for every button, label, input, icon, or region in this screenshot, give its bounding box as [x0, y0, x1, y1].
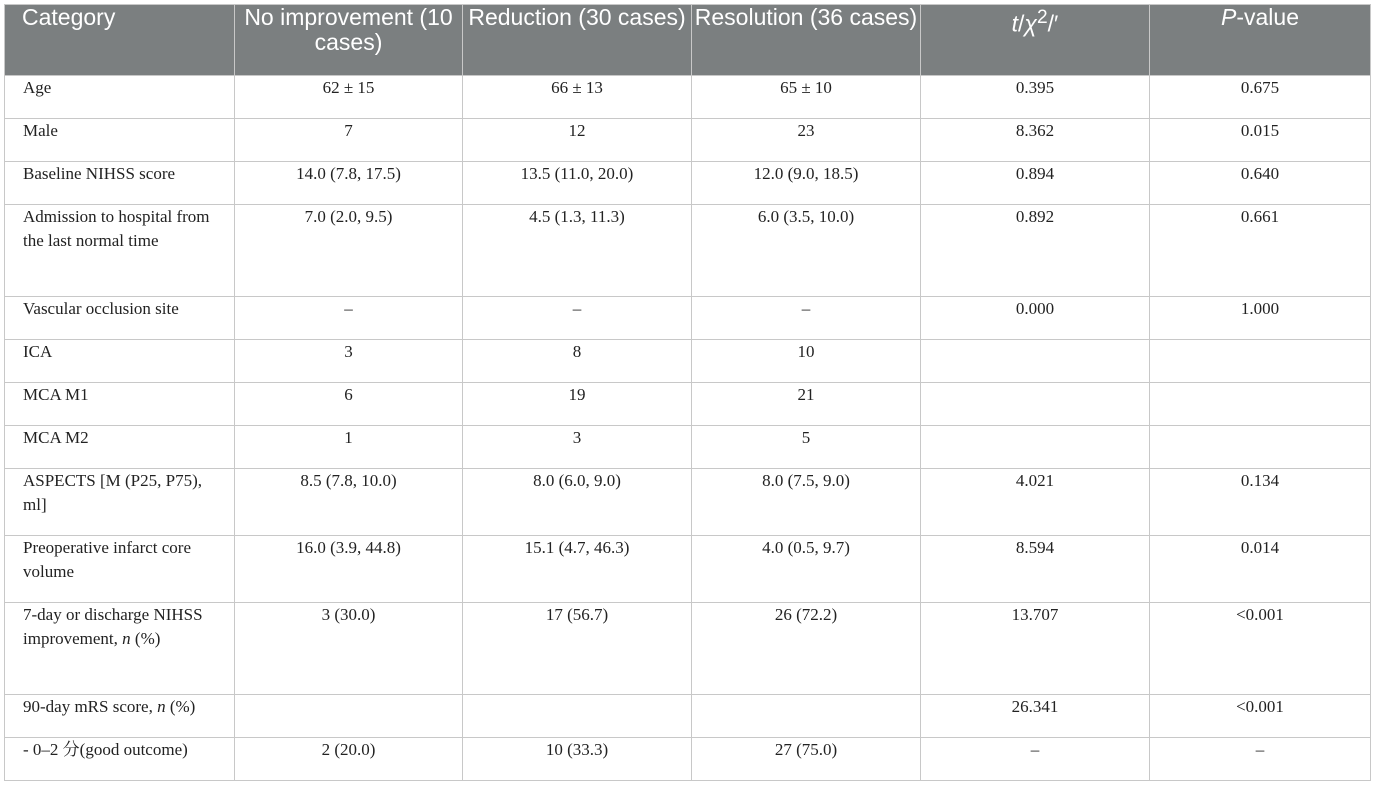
header-p-rest: -value: [1236, 4, 1299, 30]
header-no-improvement: No improvement (10 cases): [235, 5, 463, 76]
row-category: - 0–2 分(good outcome): [5, 738, 235, 781]
table-row: [5, 119, 1371, 162]
cell-p-value: 0.661: [1150, 205, 1371, 297]
table-row: [5, 383, 1371, 426]
cell-resolution: 12.0 (9.0, 18.5): [692, 162, 921, 205]
cell-p-value: 0.640: [1150, 162, 1371, 205]
header-stat-chi: χ: [1024, 10, 1037, 37]
data-table: [4, 4, 1371, 781]
row-category: ICA: [5, 340, 235, 383]
table-row: [5, 695, 1371, 738]
header-stat-sup: 2: [1036, 7, 1048, 28]
cell-resolution: 6.0 (3.5, 10.0): [692, 205, 921, 297]
cell-p-value: <0.001: [1150, 603, 1371, 695]
cell-stat: 13.707: [921, 603, 1150, 695]
cell-stat: 4.021: [921, 469, 1150, 536]
header-stat-rest: /′: [1047, 10, 1059, 37]
row-category: Preoperative infarct core volume: [5, 536, 235, 603]
cell-resolution: 10: [692, 340, 921, 383]
cell-p-value: –: [1150, 738, 1371, 781]
table-row: [5, 340, 1371, 383]
cell-stat: 0.395: [921, 76, 1150, 119]
header-stat-slash: /: [1018, 10, 1025, 37]
cell-p-value: 0.014: [1150, 536, 1371, 603]
row-category-n: n: [122, 629, 131, 648]
cell-no-improvement: 16.0 (3.9, 44.8): [235, 536, 463, 603]
cell-reduction: 19: [463, 383, 692, 426]
cell-p-value: 0.015: [1150, 119, 1371, 162]
table-row: [5, 426, 1371, 469]
cell-reduction: 17 (56.7): [463, 603, 692, 695]
cell-no-improvement: 3 (30.0): [235, 603, 463, 695]
row-category: Baseline NIHSS score: [5, 162, 235, 205]
row-category: Admission to hospital from the last normal time: [5, 205, 235, 297]
cell-p-value: 1.000: [1150, 297, 1371, 340]
cell-resolution: 27 (75.0): [692, 738, 921, 781]
row-category: [5, 603, 235, 695]
cell-stat: –: [921, 738, 1150, 781]
row-category: Male: [5, 119, 235, 162]
cell-stat: [921, 383, 1150, 426]
cell-reduction: 66 ± 13: [463, 76, 692, 119]
cell-resolution: 5: [692, 426, 921, 469]
cell-reduction: 8.0 (6.0, 9.0): [463, 469, 692, 536]
table-row: [5, 297, 1371, 340]
header-category: Category: [5, 5, 235, 76]
cell-p-value: [1150, 426, 1371, 469]
cell-resolution: 4.0 (0.5, 9.7): [692, 536, 921, 603]
cell-p-value: [1150, 340, 1371, 383]
row-category: Age: [5, 76, 235, 119]
row-category: [5, 695, 235, 738]
row-category-post: (%): [130, 629, 161, 648]
table-row: [5, 76, 1371, 119]
cell-p-value: 0.675: [1150, 76, 1371, 119]
row-category: MCA M2: [5, 426, 235, 469]
cell-reduction: 12: [463, 119, 692, 162]
table-row: [5, 738, 1371, 781]
cell-stat: [921, 426, 1150, 469]
cell-stat: 0.000: [921, 297, 1150, 340]
row-category: Vascular occlusion site: [5, 297, 235, 340]
row-category: MCA M1: [5, 383, 235, 426]
table-row: [5, 536, 1371, 603]
cell-reduction: 3: [463, 426, 692, 469]
cell-no-improvement: 7.0 (2.0, 9.5): [235, 205, 463, 297]
row-category-post: (%): [165, 697, 196, 716]
header-row: [5, 5, 1371, 76]
cell-reduction: 13.5 (11.0, 20.0): [463, 162, 692, 205]
cell-reduction: –: [463, 297, 692, 340]
cell-reduction: 10 (33.3): [463, 738, 692, 781]
cell-p-value: <0.001: [1150, 695, 1371, 738]
row-category-pre: 7-day or discharge NIHSS improvement,: [23, 605, 203, 648]
header-stat: [921, 5, 1150, 76]
cell-no-improvement: 6: [235, 383, 463, 426]
cell-stat: 0.892: [921, 205, 1150, 297]
cell-stat: 0.894: [921, 162, 1150, 205]
cell-reduction: 8: [463, 340, 692, 383]
cell-resolution: –: [692, 297, 921, 340]
cell-stat: 8.594: [921, 536, 1150, 603]
cell-resolution: 8.0 (7.5, 9.0): [692, 469, 921, 536]
header-resolution: Resolution (36 cases): [692, 5, 921, 76]
header-p-letter: P: [1221, 4, 1237, 30]
cell-no-improvement: 62 ± 15: [235, 76, 463, 119]
cell-resolution: 21: [692, 383, 921, 426]
cell-no-improvement: 3: [235, 340, 463, 383]
table-row: [5, 162, 1371, 205]
cell-reduction: 15.1 (4.7, 46.3): [463, 536, 692, 603]
header-p-value: [1150, 5, 1371, 76]
row-category-pre: 90-day mRS score,: [23, 697, 158, 716]
cell-no-improvement: –: [235, 297, 463, 340]
table-row: [5, 205, 1371, 297]
header-reduction: Reduction (30 cases): [463, 5, 692, 76]
row-category: ASPECTS [M (P25, P75), ml]: [5, 469, 235, 536]
cell-resolution: [692, 695, 921, 738]
table-row: [5, 469, 1371, 536]
cell-stat: 8.362: [921, 119, 1150, 162]
cell-no-improvement: 8.5 (7.8, 10.0): [235, 469, 463, 536]
cell-reduction: [463, 695, 692, 738]
header-stat-t: t: [1011, 10, 1019, 37]
cell-no-improvement: 2 (20.0): [235, 738, 463, 781]
cell-resolution: 23: [692, 119, 921, 162]
cell-p-value: 0.134: [1150, 469, 1371, 536]
cell-no-improvement: [235, 695, 463, 738]
cell-no-improvement: 14.0 (7.8, 17.5): [235, 162, 463, 205]
cell-stat: [921, 340, 1150, 383]
row-category-n: n: [157, 697, 166, 716]
cell-p-value: [1150, 383, 1371, 426]
cell-no-improvement: 7: [235, 119, 463, 162]
cell-stat: 26.341: [921, 695, 1150, 738]
cell-resolution: 26 (72.2): [692, 603, 921, 695]
table-row: [5, 603, 1371, 695]
cell-no-improvement: 1: [235, 426, 463, 469]
cell-reduction: 4.5 (1.3, 11.3): [463, 205, 692, 297]
cell-resolution: 65 ± 10: [692, 76, 921, 119]
